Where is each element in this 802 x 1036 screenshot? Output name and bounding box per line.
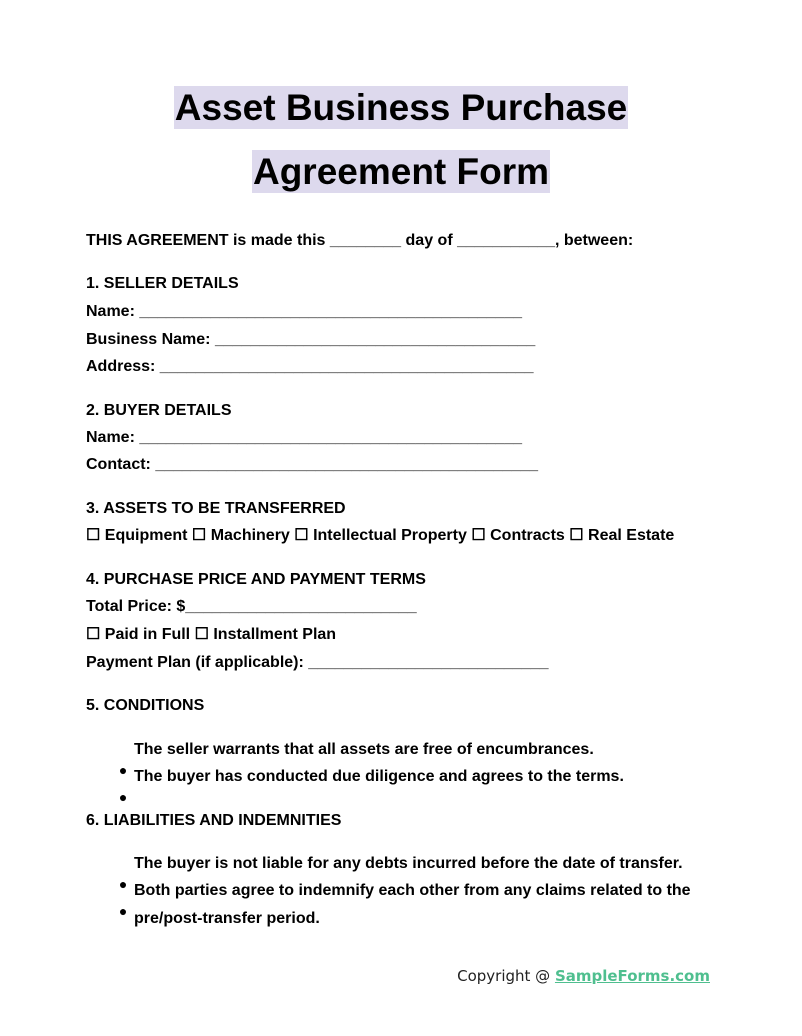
bullet-icon: ● bbox=[118, 762, 128, 778]
liabilities-heading: 6. LIABILITIES AND INDEMNITIES bbox=[86, 812, 342, 829]
bullet-icon: ● bbox=[118, 789, 128, 805]
document-title-line-2 bbox=[0, 150, 802, 193]
title-text-2: Agreement Form bbox=[252, 151, 550, 192]
seller-business-field: Business Name: ____________________________________ bbox=[86, 331, 536, 348]
title-text-1: Asset Business Purchase bbox=[174, 87, 628, 128]
copyright-text: Copyright @ bbox=[457, 967, 555, 985]
sampleforms-link[interactable]: SampleForms.com bbox=[554, 967, 710, 985]
liabilities-item-text: The buyer is not liable for any debts incurred before the date of transfer. bbox=[134, 855, 683, 872]
bullet-icon: ● bbox=[118, 876, 128, 892]
assets-heading: 3. ASSETS TO BE TRANSFERRED bbox=[86, 500, 346, 517]
liabilities-item-text: Both parties agree to indemnify each other from any claims related to the bbox=[134, 882, 691, 899]
payment-checkbox-options: ☐ Paid in Full ☐ Installment Plan bbox=[86, 626, 337, 643]
buyer-name-field: Name: ___________________________________________ bbox=[86, 429, 522, 446]
conditions-heading: 5. CONDITIONS bbox=[86, 697, 205, 714]
bullet-icon: ● bbox=[118, 903, 128, 919]
seller-name-field: Name: ___________________________________________ bbox=[86, 303, 522, 320]
assets-checkbox-options: ☐ Equipment ☐ Machinery ☐ Intellectual Property ☐ Contracts ☐ Real Estate bbox=[86, 527, 675, 544]
buyer-heading: 2. BUYER DETAILS bbox=[86, 402, 232, 419]
conditions-item-text: The buyer has conducted due diligence and agrees to the terms. bbox=[134, 768, 624, 785]
copyright-footer bbox=[457, 967, 710, 985]
seller-heading: 1. SELLER DETAILS bbox=[86, 275, 239, 292]
liabilities-item-text: pre/post-transfer period. bbox=[134, 910, 320, 927]
total-price-field: Total Price: $__________________________ bbox=[86, 598, 417, 615]
document-title-line-1 bbox=[0, 86, 802, 129]
price-heading: 4. PURCHASE PRICE AND PAYMENT TERMS bbox=[86, 571, 426, 588]
liabilities-item-continuation bbox=[110, 909, 320, 949]
conditions-item bbox=[110, 767, 624, 808]
intro-text: THIS AGREEMENT is made this ________ day of ___________, between: bbox=[86, 232, 634, 249]
payment-plan-field: Payment Plan (if applicable): ___________________________ bbox=[86, 654, 549, 671]
conditions-item-text: The seller warrants that all assets are free of encumbrances. bbox=[134, 741, 594, 758]
buyer-contact-field: Contact: ___________________________________________ bbox=[86, 456, 538, 473]
seller-address-field: Address: __________________________________________ bbox=[86, 358, 534, 375]
